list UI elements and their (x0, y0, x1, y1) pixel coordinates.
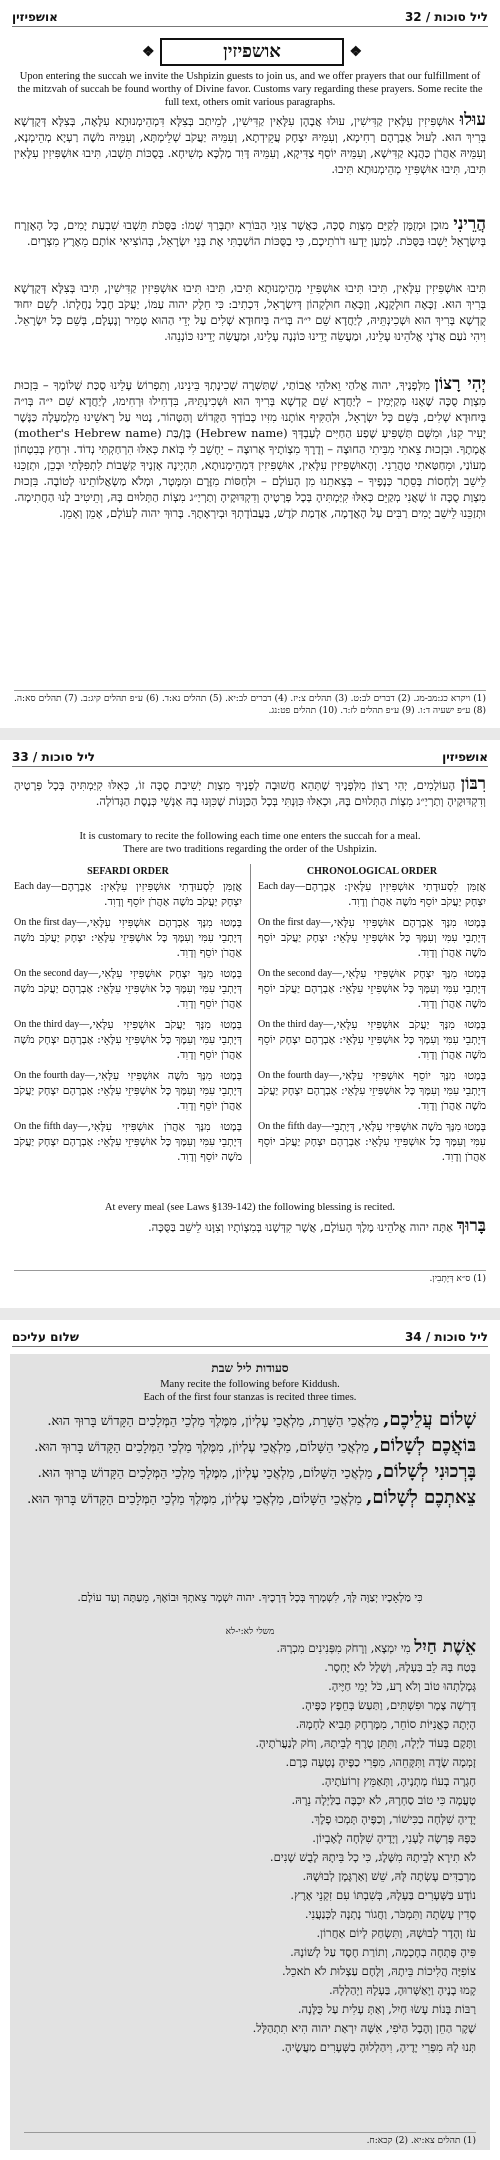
intro-instructions: Upon entering the succah we invite the Ushpizin guests to join us, and we offer prayers that our fulfillment of the mitzvah of succah be found worthy of Divine favor. Customs vary regarding these prayers. Some recite the full text, others omit various paragraphs. (17, 71, 483, 108)
poem-verse: צוֹפִיָּה הֲלִיכוֹת בֵּיתָהּ, וְלֶחֶם עַצְלוּת לֹא תֹאכֵל. (281, 1964, 476, 1978)
poem-verse: תְּנוּ לָהּ מִפְּרִי יָדֶיהָ, וִיהַלְלוּהָ בַשְּׁעָרִים מַעֲשֶׂיהָ. (281, 2040, 476, 2054)
tivu-paragraph: תִּיבוּ אוּשְׁפִּיזִין עִלָּאִין, תִּיבוּ תִּיבוּ אוּשְׁפִּיזֵי מְהֵימְנוּתָא תִּיבוּ, תִּיבוּ תִּיבוּ אוּשְׁפִּיזִין קַדִּישִׁין, תִּיבוּ בְּצִלָּא דְּקֻדְשָׁא בְּרִיךְ הוּא. זַכָּאָה חוּלָקָנָא, וְזַכָּאָה חוּלָקְהוֹן דְּיִשְׂרָאֵל, דִּכְתִיב: כִּי חֵלֶק יהוה עַמּוֹ, יַעֲקֹב חֶבֶל נַחֲלָתוֹ. לְשֵׁם יִחוּד קֻדְשָׁא בְּרִיךְ הוּא וּשְׁכִינְתֵּיהּ, לְיַחֲדָא שֵׁם י״ה בְּו״ה בְּיִחוּדָא שְׁלִים עַל יְדֵי הַהוּא טָמִיר וְנֶעְלָם, בְּשֵׁם כָּל יִשְׂרָאֵל. וִיהִי נֹעַם אֲדֹנָי אֱלֹהֵינוּ עָלֵינוּ, וּמַעֲשֵׂה יָדֵינוּ כּוֹנְנָה עָלֵינוּ, וּמַעֲשֵׂה יָדֵינוּ כּוֹנְנֵהוּ. (14, 281, 486, 343)
page-header (12, 10, 488, 27)
baruch-blessing (14, 1218, 486, 1235)
yehi-ratzon-lead-word: יְהִי רָצוֹן (434, 374, 487, 394)
ushpizin-text: בְּמָטוּ מִנָּךְ מֹשֶׁה אוּשְׁפִּיזִי עִלָּאִי, דְּיָתְבֵי עִמִּי וְעִמָּךְ כָּל אוּשְׁפִּיזֵי עִלָּאֵי: אַבְרָהָם יִצְחָק יַעֲקֹב יוֹסֵף אַהֲרֹן וְדָוִד. (258, 1120, 486, 1163)
stanza (24, 1410, 476, 1432)
eshet-chayil (24, 1638, 476, 2057)
header-left: אושפיזין (12, 10, 58, 24)
day-label: —On the first day (14, 917, 87, 928)
poem-verse: סָדִין עָשְׂתָה וַתִּמְכֹּר, וַחֲגוֹר נָתְנָה לַכְּנַעֲנִי. (304, 1907, 476, 1921)
ushpizin-text: בְּמָטוּ מִנָּךְ אַבְרָהָם אוּשְׁפִּיזִי עִלָּאִי, דְּיָתְבֵי עִמִּי וְעִמָּךְ כָּל אוּשְׁפִּיזֵי עִלָּאֵי: יִצְחָק יַעֲקֹב יוֹסֵף מֹשֶׁה אַהֲרֹן וְדָוִד. (258, 916, 486, 959)
ushpizin-entry (14, 966, 242, 1011)
stanza-lead: צֵאתְכֶם לְשָׁלוֹם, (366, 1487, 476, 1508)
eshet-chayil-lead: אֵשֶׁת חַיִל (414, 1637, 476, 1657)
ushpizin-entry (258, 1068, 486, 1113)
poem-verse: וַתָּקָם בְּעוֹד לַיְלָה, וַתִּתֵּן טֶרֶף לְבֵיתָהּ, וְחֹק לְנַעֲרֹתֶיהָ. (255, 1736, 476, 1750)
sefardi-column (14, 864, 242, 1164)
ushpizin-entry (258, 915, 486, 960)
stanza (24, 1488, 476, 1510)
ushpizin-text: בְּמָטוּ מִנָּךְ מֹשֶׁה אוּשְׁפִּיזִי עִלָּאִי, דְּיָתְבֵי עִמִּי וְעִמָּךְ כָּל אוּשְׁפִּיזֵי עִלָּאֵי: אַבְרָהָם יִצְחָק יַעֲקֹב אַהֲרֹן יוֹסֵף וְדָוִד. (14, 1069, 242, 1112)
ushpizin-text: אֲזַמִּן לִסְעוּדָתִי אוּשְׁפִּיזִין עִלָּאִין: אַבְרָהָם יִצְחָק יַעֲקֹב יוֹסֵף מֹשֶׁה אַהֲרֹן וְדָוִד. (304, 880, 486, 908)
poem-verse: יָדֶיהָ שִׁלְּחָה בַכִּישׁוֹר, וְכַפֶּיהָ תָּמְכוּ פָלֶךְ. (310, 1812, 476, 1826)
poem-verse: שֶׁקֶר הַחֵן וְהֶבֶל הַיֹּפִי, אִשָּׁה יִרְאַת יהוה הִיא תִתְהַלָּל. (252, 2021, 476, 2035)
poem-verse: פִּיהָ פָּתְחָה בְחָכְמָה, וְתוֹרַת חֶסֶד עַל לְשׁוֹנָהּ. (290, 1945, 476, 1959)
ushpizin-entry (258, 966, 486, 1011)
ribon-paragraph (14, 776, 486, 809)
page-header (12, 1330, 488, 1347)
stanza-text: מַלְאֲכֵי הַשָּׁלוֹם, מַלְאֲכֵי עֶלְיוֹן, מִמֶּלֶךְ מַלְכֵי הַמְּלָכִים הַקָּדוֹשׁ בָּרוּךְ הוּא. (37, 1466, 373, 1481)
ushpizin-entry (14, 1119, 242, 1164)
instruction-line-1: Many recite the following before Kiddush. (160, 1379, 340, 1390)
day-label: —On the third day (258, 1019, 334, 1030)
ushpizin-text: בְּמָטוּ מִנָּךְ יַעֲקֹב אוּשְׁפִּיזִי עִלָּאִי, דְּיָתְבֵי עִמִּי וְעִמָּךְ כָּל אוּשְׁפִּיזֵי עִלָּאֵי: אַבְרָהָם יִצְחָק יוֹסֵף מֹשֶׁה אַהֲרֹן וְדָוִד. (258, 1018, 486, 1061)
page-32 (0, 0, 500, 728)
ushpizin-text: בְּמָטוּ מִנָּךְ יַעֲקֹב אוּשְׁפִּיזִי עִלָּאִי, דְּיָתְבֵי עִמִּי וְעִמָּךְ כָּל אוּשְׁפִּיזֵי עִלָּאֵי: אַבְרָהָם יִצְחָק מֹשֶׁה אַהֲרֹן יוֹסֵף וְדָוִד. (14, 1018, 242, 1061)
poem-verse: הָיְתָה כָּאֳנִיּוֹת סוֹחֵר, מִמֶּרְחָק תָּבִיא לַחְמָהּ. (295, 1717, 476, 1731)
ushpizin-text: בְּמָטוּ מִנָּךְ יִצְחָק אוּשְׁפִּיזִי עִלָּאִי, דְּיָתְבֵי עִמִּי וְעִמָּךְ כָּל אוּשְׁפִּיזֵי עִלָּאֵי: אַבְרָהָם יַעֲקֹב מֹשֶׁה אַהֲרֹן יוֹסֵף וְדָוִד. (14, 967, 242, 1010)
stanza-lead: בּוֹאֲכֶם לְשָׁלוֹם, (373, 1435, 476, 1456)
baruch-lead-word: בָּרוּךְ (456, 1216, 486, 1236)
poem-verse: חָגְרָה בְעוֹז מָתְנֶיהָ, וַתְּאַמֵּץ זְרוֹעֹתֶיהָ. (321, 1774, 476, 1788)
page-header (12, 750, 488, 767)
day-label: —Each day (14, 881, 61, 892)
ushpizin-entry (258, 1119, 486, 1164)
poem-verse: לֹא תִירָא לְבֵיתָהּ מִשָּׁלֶג, כִּי כָל בֵּיתָהּ לָבֻשׁ שָׁנִים. (269, 1850, 476, 1864)
shalom-aleichem-stanzas (24, 1410, 476, 1514)
day-label: —On the fifth day (14, 1121, 88, 1132)
ushpizin-entry (14, 879, 242, 909)
ushpizin-entry (14, 915, 242, 960)
yehi-ratzon-text: מִלְּפָנֶיךָ, יהוה אֱלֹהַי וֵאלֹהֵי אֲבוֹתַי, שֶׁתַּשְׁרֶה שְׁכִינָתְךָ בֵּינֵינוּ, וְתִפְרוֹשׂ עָלֵינוּ סֻכַּת שְׁלוֹמֶךָ – בִּזְכוּת מִצְוַת סֻכָּה שֶׁאָנוּ מְקַיְּמִין – לְיַחֲדָא שֵׁם קֻדְשָׁא בְּרִיךְ הוּא וּשְׁכִינְתֵּיהּ, בִּדְחִילוּ וּרְחִימוּ, לְיַחֲדָא שֵׁם י״ה בְּו״ה בְּיִחוּדָא שְׁלִים, בְּשֵׁם כָּל יִשְׂרָאֵל, וּלְהַקִּיף אוֹתָנוּ מִזִּיו כְּבוֹדְךָ הַקָּדוֹשׁ וְהַטָּהוֹר, נָטוּי עַל רָאשֵׁינוּ מִלְמַעְלָה כַּנֶּשֶׁר יָעִיר קִנּוֹ, וּמִשָּׁם תַּשְׁפִּיעַ שֶׁפַע הַחַיִּים לְעַבְדְּךָ (Hebrew name) בֶּן/בַּת (mother's Hebrew name) אֲמָתֶךָ. וּבִזְכוּת צֵאתִי מִבֵּיתִי הַחוּצָה – וְדֶרֶךְ מִצְוֹתֶיךָ אָרוּצָה – יֵחָשֵׁב לִי בְּזֹאת כְּאִלּוּ הִרְחַקְתִּי נְדוֹד. וּרְחַץ בְּבִטְחוֹן מְעוֹנַי, וּמֵחַטַּאתִי טַהֲרֵנִי. וְהָאוּשְׁפִּיזִין עִלָּאִין, אוּשְׁפִּיזִין דִּמְהֵימְנוּתָא, תִּהְיֶינָה אָזְנֶיךָ קַשֻּׁבוֹת לִתְפִלָּתִי וּבְכֵן, וּתְזַכֵּנוּ לֵישֵׁב וְלַחְסוֹת בְּסֵתֶר כְּנָפֶיךָ – בְּצֵאתֵנוּ מִן הָעוֹלָם – וּלְחַסּוֹת מִזֶּרֶם וּמִמָּטָר, וּמְלֹא מַשְׂאֲלוֹתֵינוּ לְטוֹבָה. בִּזְכוּת מִצְוַת סֻכָּה זוֹ שֶׁאֲנִי מְקַיֵּם כְּאִלּוּ קִיַּמְתִּיהָ בְּכָל פְּרָטֶיהָ וְדִקְדּוּקֶיהָ וְתַרְיַ״ג מִצְוֹת הַתְּלוּיִם בָּהּ, וְתֵיטִיב לָנוּ הַחֲתִימָה. וּתְזַכֵּנוּ לֵישֵׁב יָמִים רַבִּים עַל הָאֲדָמָה, אַדְמַת קֹדֶשׁ, בַּעֲבוֹדָתְךָ וּבְיִרְאָתֶךָ. בָּרוּךְ יהוה לְעוֹלָם, אָמֵן וְאָמֵן. (14, 378, 486, 520)
sefardi-title: SEFARDI ORDER (87, 866, 169, 877)
header-right: ליל סוכות / 32 (404, 10, 488, 24)
protection-verse: כִּי מַלְאָכָיו יְצַוֶּה לָּךְ, לִשְׁמָרְךָ בְּכָל דְּרָכֶיךָ. יהוה יִשְׁמָר צֵאתְךָ וּבוֹאֶךָ, מֵעַתָּה וְעַד עוֹלָם. (77, 1591, 423, 1604)
ribon-text: הָעוֹלָמִים, יְהִי רָצוֹן מִלְּפָנֶיךָ שֶׁתְּהֵא חֲשׁוּבָה לְפָנֶיךָ מִצְוַת יְשִׁיבַת סֻכָּה זוֹ, כְּאִלּוּ קִיַּמְתִּיהָ בְּכָל פְּרָטֶיהָ וְדִקְדּוּקֶיהָ וְתַרְיַ״ג מִצְוֹת הַתְּלוּיִם בָּהּ, וּכְאִלּוּ כִּוַּנְתִּי בְּכָל הַכַּוָּנוֹת שֶׁכִּוְּנוּ בָהּ אַנְשֵׁי כְּנֶסֶת הַגְּדוֹלָה. (14, 778, 486, 808)
eshet-chayil-verses (24, 1641, 476, 2057)
hareini-text: מוּכָן וּמְזֻמָּן לְקַיֵּם מִצְוַת סֻכָּה, כַּאֲשֶׁר צִוַּנִי הַבּוֹרֵא יִתְבָּרַךְ שְׁמוֹ: בַּסֻּכֹּת תֵּשְׁבוּ שִׁבְעַת יָמִים, כָּל הָאֶזְרָח בְּיִשְׂרָאֵל יֵשְׁבוּ בַּסֻּכֹּת. לְמַעַן יֵדְעוּ דֹרֹתֵיכֶם, כִּי בַסֻּכּוֹת הוֹשַׁבְתִּי אֶת בְּנֵי יִשְׂרָאֵל, בְּהוֹצִיאִי אוֹתָם מֵאֶרֶץ מִצְרָיִם. (14, 218, 486, 248)
day-label: —On the third day (14, 1019, 90, 1030)
stanza-lead: בָּרְכוּנִי לְשָׁלוֹם, (376, 1461, 476, 1482)
day-label: —On the second day (258, 968, 343, 979)
ushpizin-entry (14, 1068, 242, 1113)
sefardi-entries (14, 879, 242, 1164)
page-33 (0, 740, 500, 1308)
ulu-paragraph (14, 112, 486, 177)
ushpizin-text: בְּמָטוּ מִנָּךְ יוֹסֵף אוּשְׁפִּיזִי עִלָּאִי, דְּיָתְבֵי עִמִּי וְעִמָּךְ כָּל אוּשְׁפִּיזֵי עִלָּאֵי: אַבְרָהָם יִצְחָק יַעֲקֹב מֹשֶׁה אַהֲרֹן וְדָוִד. (258, 1069, 486, 1112)
day-label: —On the fourth day (14, 1070, 95, 1081)
instruction-line-2: There are two traditions regarding the order of the Ushpizin. (123, 844, 377, 855)
poem-verse: עֹז וְהָדָר לְבוּשָׁהּ, וַתִּשְׂחַק לְיוֹם אַחֲרוֹן. (316, 1926, 476, 1940)
ushpizin-entry (258, 1017, 486, 1062)
day-label: —Each day (258, 881, 305, 892)
page-34 (0, 1320, 500, 2160)
ushpizin-text: בְּמָטוּ מִנָּךְ אַבְרָהָם אוּשְׁפִּיזִי עִלָּאִי, דְּיָתְבֵי עִמִּי וְעִמָּךְ כָּל אוּשְׁפִּיזֵי עִלָּאֵי: יִצְחָק יַעֲקֹב מֹשֶׁה אַהֲרֹן יוֹסֵף וְדָוִד. (14, 916, 242, 959)
ushpizin-entry (14, 1017, 242, 1062)
footnote: (1) ס״א דְּיָתְבִין. (14, 1270, 486, 1285)
ushpizin-text: אֲזַמִּן לִסְעוּדָתִי אוּשְׁפִּיזִין עִלָּאִין: אַבְרָהָם יִצְחָק יַעֲקֹב מֹשֶׁה אַהֲרֹן יוֹסֵף וְדָוִד. (60, 880, 242, 908)
footnote: (1) תהלים צא:יא. (2) קכא:ח. (24, 2132, 476, 2147)
poem-verse: מִי יִמְצָא, וְרָחֹק מִפְּנִינִים מִכְרָהּ. (276, 1641, 411, 1655)
stanza-text: מַלְאֲכֵי הַשָּׁלוֹם, מַלְאֲכֵי עֶלְיוֹן, מִמֶּלֶךְ מַלְכֵי הַמְּלָכִים הַקָּדוֹשׁ בָּרוּךְ הוּא. (34, 1440, 370, 1455)
day-label: —On the second day (14, 968, 99, 979)
poem-verse: גְּמָלַתְהוּ טוֹב וְלֹא רָע, כֹּל יְמֵי חַיֶּיהָ. (328, 1679, 476, 1693)
hareini-lead-word: הֲרֵינִי (453, 214, 486, 234)
ushpizin-entry (258, 879, 486, 909)
poem-verse: מַרְבַדִּים עָשְׂתָה לָּהּ, שֵׁשׁ וְאַרְגָּמָן לְבוּשָׁהּ. (302, 1869, 476, 1883)
day-label: —On the first day (258, 917, 331, 928)
poem-verse: נוֹדָע בַּשְּׁעָרִים בַּעְלָהּ, בְּשִׁבְתּוֹ עִם זִקְנֵי אָרֶץ. (290, 1888, 476, 1902)
header-right: אושפיזין (442, 750, 488, 764)
poem-verse: בָּטַח בָּהּ לֵב בַּעְלָהּ, וְשָׁלָל לֹא יֶחְסָר. (324, 1660, 476, 1674)
header-right: ליל סוכות / 34 (404, 1330, 488, 1344)
header-left: 33 / ליל סוכות (12, 750, 96, 764)
instructions (14, 1378, 486, 1404)
day-label: —On the fourth day (258, 1070, 339, 1081)
meal-instruction: At every meal (see Laws §139-142) the following blessing is recited. (104, 1202, 396, 1213)
poem-verse: טָעֲמָה כִּי טוֹב סַחְרָהּ, לֹא יִכְבֶּה בַלַּיְלָה נֵרָהּ. (291, 1793, 476, 1807)
ribon-lead-word: רִבּוֹן (460, 774, 486, 794)
footnotes: (1) ויקרא כג:מב-מג. (2) דברים לב:ט. (3) תהלים צ:יז. (4) דברים לב:יא. (5) תהלים נא:ד. (6) ע״פ תהלים קיג:ב. (7) תהלים סא:ה. (8) ע״פ ישעיה ד:ו. (9) ע״פ תהלים לז:ד. (10) תהלים פט:נג. (14, 690, 486, 717)
instruction-line-2: Each of the first four stanzas is recited three times. (143, 1392, 357, 1403)
chronological-column (258, 864, 486, 1164)
instruction-line-1: It is customary to recite the following each time one enters the succah for a meal. (79, 831, 421, 842)
poem-verse: דָּרְשָׁה צֶמֶר וּפִשְׁתִּים, וַתַּעַשׂ בְּחֵפֶץ כַּפֶּיהָ. (301, 1698, 476, 1712)
day-label: —On the fifth day (258, 1121, 332, 1132)
mishlei-source: משלי לא:י-לא (225, 1627, 275, 1637)
chronological-entries (258, 879, 486, 1164)
ulu-text: אוּשְׁפִּיזִין עִלָּאִין קַדִּישִׁין, עוּלוּ אֲבָהָן עִלָּאִין קַדִּישִׁין, לְמֵיתַב בְּצִלָּא דִּמְהֵימְנוּתָא עִלָּאָה, בְּצִלָּא דְּקֻדְשָׁא בְּרִיךְ הוּא. לְעוּל אַבְרָהָם רְחִימָא, וְעִמֵּיהּ יִצְחָק עֲקֵידְתָא, וְעִמֵּיהּ יַעֲקֹב שְׁלֵימְתָּא, וְעִמֵּיהּ מֹשֶׁה רַעְיָא מְהֵימְנָא, וְעִמֵּיהּ אַהֲרֹן כַּהֲנָא קַדִּישָׁא, וְעִמֵּיהּ יוֹסֵף צַדִּיקָא, וְעִמֵּיהּ דָּוִד מַלְכָּא מְשִׁיחָא. בְּסֻכּוֹת תֵּשְׁבוּ, תִּיבוּ אוּשְׁפִּיזִין עִלָּאִין תִּיבוּ, תִּיבוּ אוּשְׁפִּיזֵי מְהֵימְנוּתָא תִּיבוּ. (14, 114, 486, 176)
poem-verse: רַבּוֹת בָּנוֹת עָשׂוּ חָיִל, וְאַתְּ עָלִית עַל כֻּלָּנָה. (297, 2002, 476, 2016)
ushpizin-columns (14, 864, 486, 1164)
poem-verse: זָמְמָה שָׂדֶה וַתִּקָּחֵהוּ, מִפְּרִי כַפֶּיהָ נָטְעָה כָּרֶם. (285, 1755, 476, 1769)
stanza (24, 1462, 476, 1484)
column-divider (250, 864, 251, 1164)
chronological-title: CHRONOLOGICAL ORDER (306, 866, 438, 877)
yehi-ratzon-paragraph (14, 376, 486, 521)
header-left: שלום עליכם (12, 1330, 79, 1344)
ushpizin-text: בְּמָטוּ מִנָּךְ יִצְחָק אוּשְׁפִּיזִי עִלָּאִי, דְּיָתְבֵי עִמִּי וְעִמָּךְ כָּל אוּשְׁפִּיזֵי עִלָּאֵי: אַבְרָהָם יַעֲקֹב יוֹסֵף מֹשֶׁה אַהֲרֹן וְדָוִד. (258, 967, 486, 1010)
ulu-lead-word: עוּלוּ (459, 110, 486, 130)
stanza-text: מַלְאֲכֵי הַשָּׁלוֹם, מַלְאֲכֵי עֶלְיוֹן, מִמֶּלֶךְ מַלְכֵי הַמְּלָכִים הַקָּדוֹשׁ בָּרוּךְ הוּא. (27, 1492, 362, 1507)
section-heading: סעודות ליל שבת (211, 1361, 289, 1375)
stanza-lead: שָׁלוֹם עֲלֵיכֶם, (383, 1409, 476, 1430)
stanza (24, 1436, 476, 1458)
section-title: ❖ אושפיזין ❖ (160, 38, 344, 66)
baruch-text: אַתָּה יהוה אֱלֹהֵינוּ מֶלֶךְ הָעוֹלָם, אֲשֶׁר קִדְּשָׁנוּ בְּמִצְוֹתָיו וְצִוָּנוּ לֵישֵׁב בַּסֻּכָּה. (147, 1220, 454, 1234)
stanza-text: מַלְאֲכֵי הַשָּׁרֵת, מַלְאֲכֵי עֶלְיוֹן, מִמֶּלֶךְ מַלְכֵי הַמְּלָכִים הַקָּדוֹשׁ בָּרוּךְ הוּא. (47, 1414, 379, 1429)
poem-verse: קָמוּ בָנֶיהָ וַיְאַשְּׁרוּהָ, בַּעְלָהּ וַיְהַלְלָהּ. (329, 1983, 476, 1997)
hareini-paragraph (14, 216, 486, 249)
instructions (14, 830, 486, 856)
poem-verse: כַּפָּהּ פָּרְשָׂה לֶעָנִי, וְיָדֶיהָ שִׁלְּחָה לָאֶבְיוֹן. (312, 1831, 476, 1845)
ushpizin-text: בְּמָטוּ מִנָּךְ אַהֲרֹן אוּשְׁפִּיזִי עִלָּאִי, דְּיָתְבֵי עִמִּי וְעִמָּךְ כָּל אוּשְׁפִּיזֵי עִלָּאֵי: אַבְרָהָם יִצְחָק יַעֲקֹב מֹשֶׁה יוֹסֵף וְדָוִד. (14, 1120, 242, 1163)
